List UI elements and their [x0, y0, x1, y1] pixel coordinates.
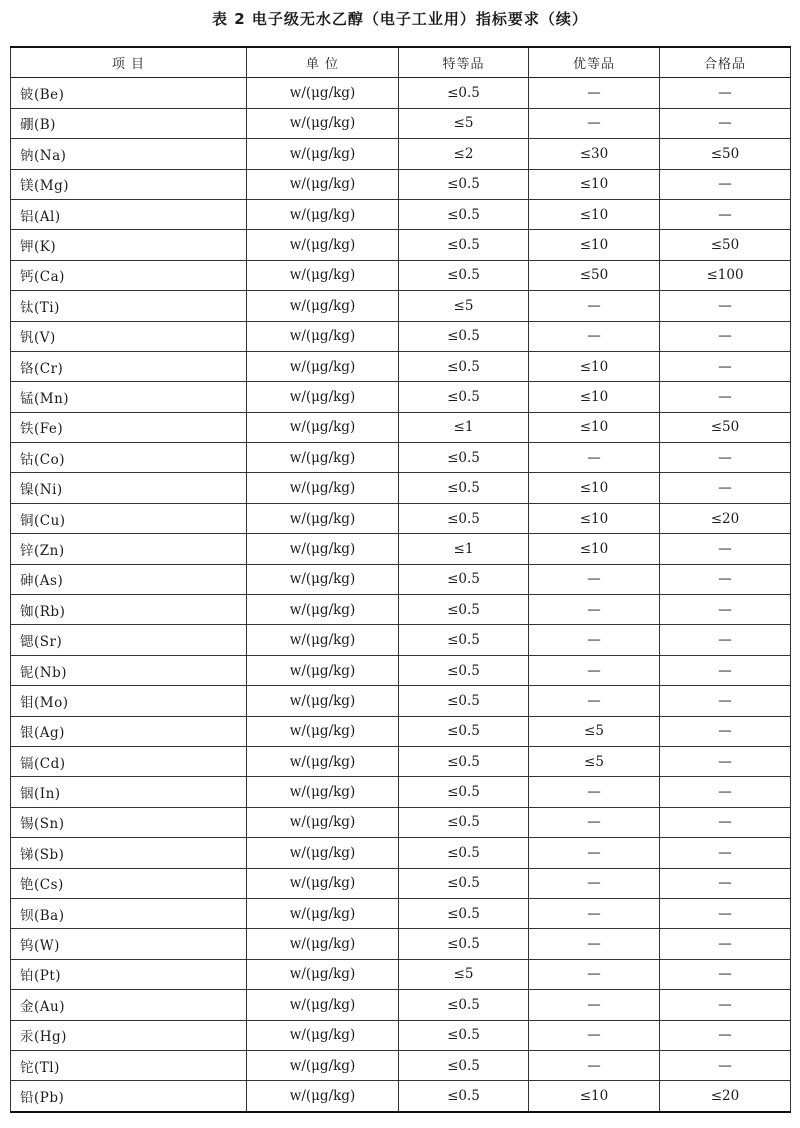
header-superior-grade: 优等品 — [529, 47, 660, 78]
superior-grade-cell: — — [529, 959, 660, 989]
premium-grade-cell: ≤0.5 — [399, 260, 529, 290]
premium-grade-cell: ≤0.5 — [399, 382, 529, 412]
qualified-grade-cell: — — [660, 443, 791, 473]
superior-grade-cell: ≤5 — [529, 716, 660, 746]
premium-grade-cell: ≤0.5 — [399, 716, 529, 746]
superior-grade-cell: — — [529, 1050, 660, 1080]
unit-cell: w/(μg/kg) — [247, 503, 399, 533]
unit-cell: w/(μg/kg) — [247, 351, 399, 381]
unit-cell: w/(μg/kg) — [247, 1050, 399, 1080]
premium-grade-cell: ≤0.5 — [399, 777, 529, 807]
qualified-grade-cell: — — [660, 868, 791, 898]
table-row — [11, 412, 791, 442]
superior-grade-cell: — — [529, 898, 660, 928]
item-cell: 铁(Fe) — [11, 412, 247, 442]
unit-cell: w/(μg/kg) — [247, 777, 399, 807]
item-cell: 镉(Cd) — [11, 746, 247, 776]
superior-grade-cell: — — [529, 929, 660, 959]
premium-grade-cell: ≤0.5 — [399, 929, 529, 959]
superior-grade-cell: — — [529, 838, 660, 868]
unit-cell: w/(μg/kg) — [247, 78, 399, 108]
superior-grade-cell: — — [529, 443, 660, 473]
qualified-grade-cell: — — [660, 1020, 791, 1050]
qualified-grade-cell: ≤20 — [660, 503, 791, 533]
item-cell: 钒(V) — [11, 321, 247, 351]
table-row — [11, 838, 791, 868]
item-cell: 钴(Co) — [11, 443, 247, 473]
table-row — [11, 716, 791, 746]
qualified-grade-cell: — — [660, 655, 791, 685]
item-cell: 铌(Nb) — [11, 655, 247, 685]
item-cell: 铂(Pt) — [11, 959, 247, 989]
superior-grade-cell: ≤10 — [529, 230, 660, 260]
premium-grade-cell: ≤0.5 — [399, 1050, 529, 1080]
table-row — [11, 139, 791, 169]
item-cell: 铟(In) — [11, 777, 247, 807]
table-row — [11, 595, 791, 625]
superior-grade-cell: ≤10 — [529, 503, 660, 533]
table-body — [11, 78, 791, 1112]
premium-grade-cell: ≤0.5 — [399, 625, 529, 655]
header-item: 项 目 — [11, 47, 247, 78]
premium-grade-cell: ≤1 — [399, 534, 529, 564]
qualified-grade-cell: — — [660, 534, 791, 564]
item-cell: 铝(Al) — [11, 199, 247, 229]
table-row — [11, 746, 791, 776]
item-cell: 铍(Be) — [11, 78, 247, 108]
premium-grade-cell: ≤0.5 — [399, 473, 529, 503]
superior-grade-cell: ≤10 — [529, 382, 660, 412]
header-qualified-grade: 合格品 — [660, 47, 791, 78]
qualified-grade-cell: ≤100 — [660, 260, 791, 290]
superior-grade-cell: — — [529, 868, 660, 898]
header-unit: 单 位 — [247, 47, 399, 78]
qualified-grade-cell: — — [660, 473, 791, 503]
premium-grade-cell: ≤0.5 — [399, 199, 529, 229]
qualified-grade-cell: — — [660, 382, 791, 412]
premium-grade-cell: ≤0.5 — [399, 78, 529, 108]
superior-grade-cell: — — [529, 807, 660, 837]
table-row — [11, 443, 791, 473]
item-cell: 砷(As) — [11, 564, 247, 594]
table-row — [11, 169, 791, 199]
premium-grade-cell: ≤0.5 — [399, 169, 529, 199]
superior-grade-cell: — — [529, 686, 660, 716]
premium-grade-cell: ≤0.5 — [399, 868, 529, 898]
unit-cell: w/(μg/kg) — [247, 686, 399, 716]
unit-cell: w/(μg/kg) — [247, 382, 399, 412]
premium-grade-cell: ≤0.5 — [399, 686, 529, 716]
item-cell: 钾(K) — [11, 230, 247, 260]
item-cell: 铊(Tl) — [11, 1050, 247, 1080]
unit-cell: w/(μg/kg) — [247, 230, 399, 260]
qualified-grade-cell: — — [660, 78, 791, 108]
item-cell: 银(Ag) — [11, 716, 247, 746]
premium-grade-cell: ≤0.5 — [399, 564, 529, 594]
premium-grade-cell: ≤0.5 — [399, 230, 529, 260]
table-row — [11, 382, 791, 412]
superior-grade-cell: ≤10 — [529, 351, 660, 381]
table-row — [11, 291, 791, 321]
unit-cell: w/(μg/kg) — [247, 838, 399, 868]
table-header — [11, 47, 791, 78]
qualified-grade-cell: — — [660, 686, 791, 716]
item-cell: 铬(Cr) — [11, 351, 247, 381]
table-row — [11, 473, 791, 503]
item-cell: 金(Au) — [11, 990, 247, 1020]
superior-grade-cell: — — [529, 990, 660, 1020]
superior-grade-cell: ≤10 — [529, 534, 660, 564]
superior-grade-cell: — — [529, 78, 660, 108]
header-row — [11, 47, 791, 78]
item-cell: 铯(Cs) — [11, 868, 247, 898]
qualified-grade-cell: — — [660, 929, 791, 959]
table-row — [11, 898, 791, 928]
unit-cell: w/(μg/kg) — [247, 625, 399, 655]
premium-grade-cell: ≤0.5 — [399, 898, 529, 928]
unit-cell: w/(μg/kg) — [247, 260, 399, 290]
superior-grade-cell: — — [529, 291, 660, 321]
qualified-grade-cell: — — [660, 716, 791, 746]
premium-grade-cell: ≤5 — [399, 108, 529, 138]
unit-cell: w/(μg/kg) — [247, 595, 399, 625]
unit-cell: w/(μg/kg) — [247, 868, 399, 898]
table-row — [11, 868, 791, 898]
premium-grade-cell: ≤0.5 — [399, 595, 529, 625]
unit-cell: w/(μg/kg) — [247, 898, 399, 928]
qualified-grade-cell: — — [660, 625, 791, 655]
item-cell: 钼(Mo) — [11, 686, 247, 716]
table-row — [11, 199, 791, 229]
item-cell: 钡(Ba) — [11, 898, 247, 928]
table-row — [11, 990, 791, 1020]
qualified-grade-cell: — — [660, 807, 791, 837]
superior-grade-cell: — — [529, 595, 660, 625]
header-premium-grade: 特等品 — [399, 47, 529, 78]
superior-grade-cell: ≤5 — [529, 746, 660, 776]
item-cell: 锶(Sr) — [11, 625, 247, 655]
item-cell: 钛(Ti) — [11, 291, 247, 321]
superior-grade-cell: ≤10 — [529, 1081, 660, 1112]
unit-cell: w/(μg/kg) — [247, 716, 399, 746]
table-row — [11, 807, 791, 837]
qualified-grade-cell: ≤20 — [660, 1081, 791, 1112]
item-cell: 钙(Ca) — [11, 260, 247, 290]
qualified-grade-cell: — — [660, 595, 791, 625]
qualified-grade-cell: — — [660, 108, 791, 138]
premium-grade-cell: ≤5 — [399, 291, 529, 321]
item-cell: 铷(Rb) — [11, 595, 247, 625]
unit-cell: w/(μg/kg) — [247, 655, 399, 685]
item-cell: 锡(Sn) — [11, 807, 247, 837]
premium-grade-cell: ≤1 — [399, 412, 529, 442]
qualified-grade-cell: ≤50 — [660, 230, 791, 260]
item-cell: 钨(W) — [11, 929, 247, 959]
superior-grade-cell: — — [529, 625, 660, 655]
item-cell: 锑(Sb) — [11, 838, 247, 868]
table-row — [11, 655, 791, 685]
superior-grade-cell: — — [529, 108, 660, 138]
qualified-grade-cell: — — [660, 199, 791, 229]
unit-cell: w/(μg/kg) — [247, 443, 399, 473]
qualified-grade-cell: — — [660, 746, 791, 776]
table-row — [11, 260, 791, 290]
premium-grade-cell: ≤0.5 — [399, 1020, 529, 1050]
table-row — [11, 351, 791, 381]
unit-cell: w/(μg/kg) — [247, 169, 399, 199]
qualified-grade-cell: — — [660, 898, 791, 928]
table-row — [11, 1050, 791, 1080]
qualified-grade-cell: — — [660, 291, 791, 321]
table-row — [11, 564, 791, 594]
table-row — [11, 929, 791, 959]
item-cell: 锌(Zn) — [11, 534, 247, 564]
unit-cell: w/(μg/kg) — [247, 199, 399, 229]
superior-grade-cell: — — [529, 1020, 660, 1050]
superior-grade-cell: — — [529, 321, 660, 351]
premium-grade-cell: ≤0.5 — [399, 990, 529, 1020]
item-cell: 镍(Ni) — [11, 473, 247, 503]
premium-grade-cell: ≤2 — [399, 139, 529, 169]
unit-cell: w/(μg/kg) — [247, 929, 399, 959]
superior-grade-cell: ≤10 — [529, 199, 660, 229]
unit-cell: w/(μg/kg) — [247, 990, 399, 1020]
premium-grade-cell: ≤0.5 — [399, 351, 529, 381]
table-row — [11, 959, 791, 989]
unit-cell: w/(μg/kg) — [247, 534, 399, 564]
unit-cell: w/(μg/kg) — [247, 959, 399, 989]
qualified-grade-cell: — — [660, 564, 791, 594]
unit-cell: w/(μg/kg) — [247, 108, 399, 138]
qualified-grade-cell: — — [660, 1050, 791, 1080]
table-row — [11, 503, 791, 533]
qualified-grade-cell: — — [660, 169, 791, 199]
table-row — [11, 1081, 791, 1112]
item-cell: 铅(Pb) — [11, 1081, 247, 1112]
qualified-grade-cell: — — [660, 990, 791, 1020]
table-row — [11, 625, 791, 655]
qualified-grade-cell: — — [660, 351, 791, 381]
superior-grade-cell: — — [529, 777, 660, 807]
item-cell: 汞(Hg) — [11, 1020, 247, 1050]
unit-cell: w/(μg/kg) — [247, 1020, 399, 1050]
qualified-grade-cell: ≤50 — [660, 412, 791, 442]
premium-grade-cell: ≤0.5 — [399, 807, 529, 837]
unit-cell: w/(μg/kg) — [247, 412, 399, 442]
item-cell: 锰(Mn) — [11, 382, 247, 412]
qualified-grade-cell: — — [660, 838, 791, 868]
qualified-grade-cell: — — [660, 321, 791, 351]
spec-table — [10, 46, 791, 1113]
table-row — [11, 777, 791, 807]
premium-grade-cell: ≤0.5 — [399, 1081, 529, 1112]
item-cell: 钠(Na) — [11, 139, 247, 169]
premium-grade-cell: ≤0.5 — [399, 838, 529, 868]
table-caption: 表 2 电子级无水乙醇（电子工业用）指标要求（续） — [212, 10, 588, 28]
table-row — [11, 108, 791, 138]
superior-grade-cell: — — [529, 564, 660, 594]
table-row — [11, 1020, 791, 1050]
superior-grade-cell: ≤10 — [529, 169, 660, 199]
table-row — [11, 534, 791, 564]
unit-cell: w/(μg/kg) — [247, 291, 399, 321]
unit-cell: w/(μg/kg) — [247, 139, 399, 169]
item-cell: 镁(Mg) — [11, 169, 247, 199]
qualified-grade-cell: ≤50 — [660, 139, 791, 169]
unit-cell: w/(μg/kg) — [247, 564, 399, 594]
superior-grade-cell: ≤10 — [529, 412, 660, 442]
unit-cell: w/(μg/kg) — [247, 321, 399, 351]
superior-grade-cell: ≤30 — [529, 139, 660, 169]
superior-grade-cell: — — [529, 655, 660, 685]
unit-cell: w/(μg/kg) — [247, 746, 399, 776]
premium-grade-cell: ≤0.5 — [399, 655, 529, 685]
table-row — [11, 78, 791, 108]
premium-grade-cell: ≤0.5 — [399, 321, 529, 351]
table-row — [11, 230, 791, 260]
qualified-grade-cell: — — [660, 777, 791, 807]
premium-grade-cell: ≤0.5 — [399, 746, 529, 776]
unit-cell: w/(μg/kg) — [247, 473, 399, 503]
superior-grade-cell: ≤10 — [529, 473, 660, 503]
table-row — [11, 321, 791, 351]
premium-grade-cell: ≤0.5 — [399, 503, 529, 533]
unit-cell: w/(μg/kg) — [247, 807, 399, 837]
qualified-grade-cell: — — [660, 959, 791, 989]
table-row — [11, 686, 791, 716]
superior-grade-cell: ≤50 — [529, 260, 660, 290]
unit-cell: w/(μg/kg) — [247, 1081, 399, 1112]
premium-grade-cell: ≤5 — [399, 959, 529, 989]
item-cell: 铜(Cu) — [11, 503, 247, 533]
item-cell: 硼(B) — [11, 108, 247, 138]
premium-grade-cell: ≤0.5 — [399, 443, 529, 473]
